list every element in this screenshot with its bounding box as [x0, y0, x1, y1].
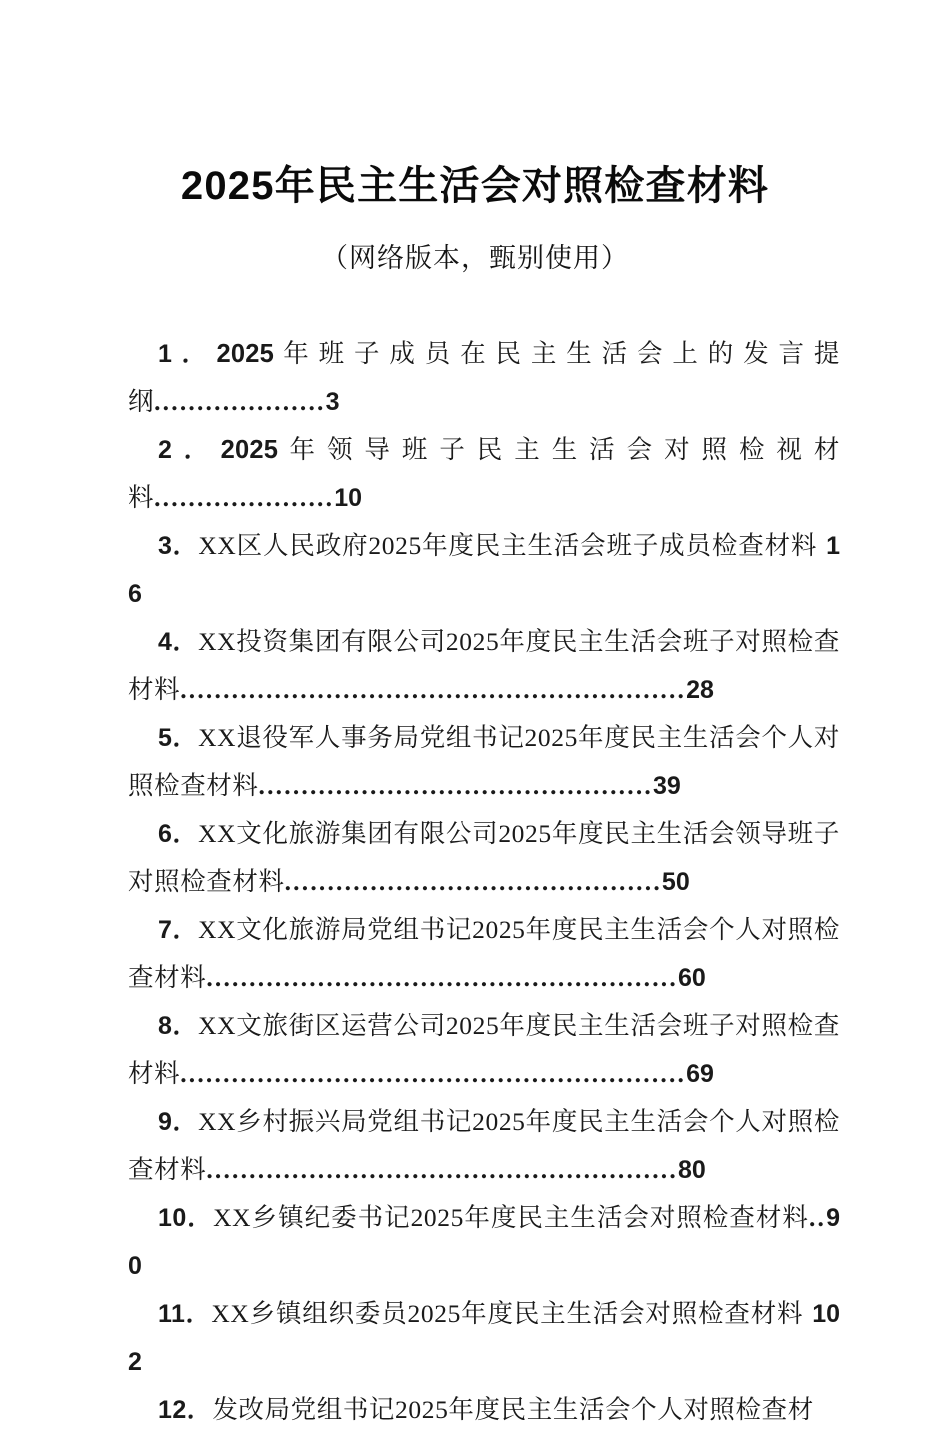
toc-entry-title: XX文化旅游局党组书记2025年度民主生活会个人对照检查材料: [128, 915, 840, 992]
toc-dot-leader: ..............................................: [258, 771, 653, 800]
toc-dot-leader: [817, 531, 826, 560]
toc-dot-leader: ............................................: [284, 867, 662, 896]
toc-page-number: 16: [128, 532, 841, 608]
toc-entry-title: XX投资集团有限公司2025年度民主生活会班子对照检查材料: [128, 627, 840, 704]
toc-entry[interactable]: [128, 1290, 840, 1386]
toc-entry-year: 2025: [220, 436, 279, 464]
toc-dot-leader: ...........................................................: [180, 675, 687, 704]
toc-entry[interactable]: [128, 1098, 840, 1194]
toc-page-number: 102: [128, 1300, 840, 1376]
toc-entry-title: XX文旅街区运营公司2025年度民主生活会班子对照检查材料: [128, 1011, 840, 1088]
toc-entry-number: 1．: [158, 340, 217, 368]
toc-entry[interactable]: [128, 906, 840, 1002]
toc-entry-title: 年领导班子民主生活会对照检视材料: [128, 435, 840, 512]
toc-entry-title: XX乡村振兴局党组书记2025年度民主生活会个人对照检查材料: [128, 1107, 840, 1184]
title-block: [0, 160, 950, 278]
toc-dot-leader: .......................................................: [206, 963, 678, 992]
toc-entry[interactable]: [128, 1194, 840, 1290]
toc-page-number: 39: [652, 772, 681, 800]
toc-entry-title: 发改局党组书记2025年度民主生活会个人对照检查材: [212, 1395, 814, 1424]
toc-entry-title: XX乡镇组织委员2025年度民主生活会对照检查材料: [211, 1299, 804, 1328]
toc-entry-number: 8．: [158, 1012, 199, 1040]
toc-entry-number: 4．: [158, 628, 199, 656]
toc-page-number: 50: [661, 868, 690, 896]
toc-entry-number: 10．: [158, 1204, 214, 1232]
toc-page-number: 28: [686, 676, 714, 704]
toc-entry-year: 2025: [216, 340, 274, 368]
toc-page-number: 10: [334, 484, 362, 512]
toc-page-number: 80: [677, 1156, 706, 1184]
toc-entry-title: XX乡镇纪委书记2025年度民主生活会对照检查材料: [213, 1203, 809, 1232]
toc-dot-leader: .....................: [154, 483, 335, 512]
toc-entry-title: XX文化旅游集团有限公司2025年度民主生活会领导班子对照检查材料: [128, 819, 840, 896]
page-subtitle: （网络版本，甄别使用）: [321, 243, 629, 273]
page-title: 2025年民主生活会对照检查材料: [180, 164, 770, 208]
toc-dot-leader: [803, 1299, 812, 1328]
toc-dot-leader: ..: [808, 1203, 827, 1232]
toc-dot-leader: ....................: [154, 387, 326, 416]
toc-entry[interactable]: [128, 330, 840, 426]
toc-entry-title: XX退役军人事务局党组书记2025年度民主生活会个人对照检查材料: [128, 723, 840, 800]
toc-entry-number: 9．: [158, 1108, 199, 1136]
toc-entry[interactable]: [128, 522, 840, 618]
table-of-contents: [128, 330, 840, 1434]
toc-page-number: 3: [325, 388, 340, 416]
toc-entry-number: 6．: [158, 820, 199, 848]
toc-entry-number: 7．: [158, 916, 199, 944]
toc-entry-number: 3．: [158, 532, 199, 560]
toc-dot-leader: ...........................................................: [180, 1059, 687, 1088]
toc-page-number: 69: [686, 1060, 714, 1088]
toc-entry-number: 2．: [158, 436, 221, 464]
toc-page-number: 90: [128, 1204, 840, 1280]
toc-entry-number: 12．: [158, 1396, 213, 1424]
toc-entry-title: 年班子成员在民主生活会上的发言提纲: [128, 339, 841, 416]
toc-entry-title: XX区人民政府2025年度民主生活会班子成员检查材料: [198, 531, 818, 560]
toc-entry[interactable]: [128, 1002, 840, 1098]
toc-entry[interactable]: [128, 618, 840, 714]
toc-entry[interactable]: [128, 426, 840, 522]
toc-entry[interactable]: [128, 810, 840, 906]
toc-entry-number: 11．: [158, 1300, 212, 1328]
toc-entry[interactable]: [128, 1386, 840, 1434]
toc-dot-leader: .......................................................: [206, 1155, 678, 1184]
toc-entry-number: 5．: [158, 724, 199, 752]
toc-page-number: 60: [677, 964, 706, 992]
toc-entry[interactable]: [128, 714, 840, 810]
